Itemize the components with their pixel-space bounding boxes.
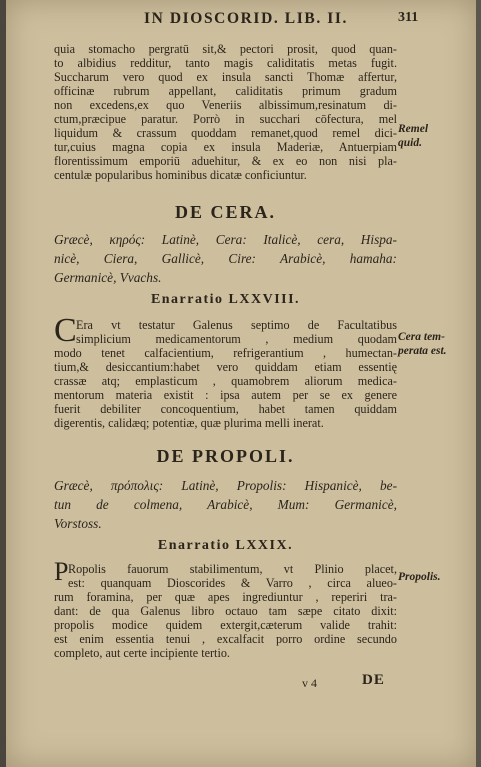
text-line: digerentis, calidæq; potentiæ, quæ plurima melli inerat. [54,416,324,430]
text-line: tur,cuius magna copia ex insula Maderiæ, Antuerpiam [54,140,397,154]
margin-note-line: Remel [398,123,429,135]
text-line: crassæ atq; emplasticum , quamobrem aliorum medica- [54,374,397,388]
margin-note-line: perata est. [398,345,447,357]
drop-capital: C [54,312,77,349]
text-line: est enim essentia tenui , excalfacit porro ordine secundo [54,632,397,646]
text-line: liquidum & crassum quoddam remanet,quod remel dici- [54,126,397,140]
text-line: Succharum vero quod ex insula sancti Thomæ affertur, [54,70,397,84]
drop-capital: P [54,557,69,586]
folio-number: 311 [398,10,419,25]
text-line: florentissimum emporiū aduehitur, & ex eo non nisi pla- [54,154,397,168]
page-fore-edge [476,0,481,767]
running-head: IN DIOSCORID. LIB. II. [143,10,349,27]
text-line: to albidius redditur, tanto magis caliditatis metas fugit. [54,56,397,70]
text-line: fuerit debiliter concoquentium, habet tamen quiddam [54,402,397,416]
text-line: tium,& desiccantium:habet vero quiddam etiam essentię [54,360,397,374]
margin-note-propolis [398,570,441,584]
text-line: non excedens,ex quo Veneriis albissimum,resinatum di- [54,98,397,112]
synonym-line: tun de colmena, Arabicè, Mum: Germanicè, [54,497,397,512]
text-line: propolis modice quidem extergit,cæterum valide trahit: [54,618,397,632]
margin-note-line: Cera tem- [398,331,445,343]
catchword: DE [362,672,385,688]
synonym-line: Græcè, κηρός: Latinè, Cera: Italicè, cera, Hispa- [54,232,397,247]
section-heading-cera: DE CERA. [174,202,276,222]
synonym-line: Vorstoss. [54,516,102,531]
book-page [6,0,476,767]
synonym-line: Germanicè, Vvachs. [54,270,162,285]
text-line: simplicium medicamentorum , medium quodam [76,332,397,346]
text-line: ctum,præcipue paratur. Porrò in succhari cōfectura, mel [54,112,397,126]
margin-note-line: Propolis. [398,571,441,583]
margin-note-line: quid. [398,137,422,149]
text-line: Era vt testatur Galenus septimo de Facultatibus [76,318,397,332]
margin-note-remel [398,122,428,150]
enarratio-heading: Enarratio LXXIX. [157,538,294,553]
enarratio-heading: Enarratio LXXVIII. [150,292,301,307]
text-line: Ropolis fauorum stabilimentum, vt Plinio placet, [68,562,397,576]
text-line: officinæ rubrum appellant, caliditatis primum gradum [54,84,397,98]
text-line: centulæ popularibus hominibus dicatæ conficiuntur. [54,168,307,182]
text-line: quia stomacho pergratū sit,& pectori prosit, quod quan- [54,42,397,56]
synonym-line: Græcè, πρόπολις: Latinè, Propolis: Hispanicè, be- [54,478,397,493]
text-line: dant: de qua Galenus libro octauo tam sæpe citato dixit: [54,604,397,618]
text-line: mentorum materia existit : ipsa autem per se ex genere [54,388,397,402]
text-line: rum foramina, per quæ apes ingrediuntur , reperiri tra- [54,590,397,604]
text-line: est: quanquam Dioscorides & Varro , circa alueo- [68,576,397,590]
signature-mark: v 4 [302,676,317,690]
synonym-line: nicè, Ciera, Gallicè, Cire: Arabicè, hamaha: [54,251,397,266]
text-line: modo tenet calfacientium, refrigerantium , humectan- [54,346,397,360]
section-heading-propoli: DE PROPOLI. [156,446,295,466]
text-line: completo, aut certe incipiente tertio. [54,646,230,660]
margin-note-cera [398,330,447,358]
